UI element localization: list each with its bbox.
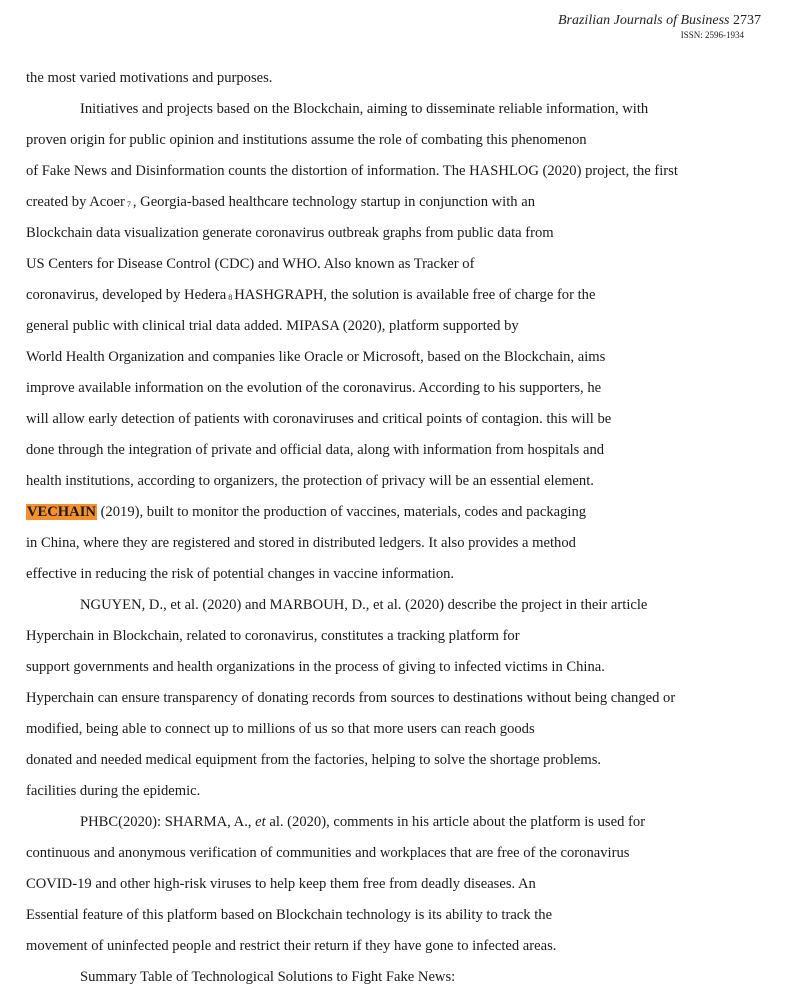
text-line — [26, 590, 766, 621]
text-segment: in China, where they are registered and stored in distributed ledgers. It also provides a method — [26, 535, 576, 551]
text-segment: World Health Organization and companies like Oracle or Microsoft, based on the Blockchain, aims — [26, 349, 606, 365]
footnote-marker: 8 — [228, 293, 233, 302]
text-line — [26, 838, 766, 869]
text-segment: COVID-19 and other high-risk viruses to help keep them free from deadly diseases. An — [26, 876, 536, 892]
text-line — [26, 714, 766, 745]
text-line — [26, 311, 766, 342]
text-line — [26, 931, 766, 962]
highlighted-term: VECHAIN — [27, 504, 96, 520]
text-line — [26, 652, 766, 683]
text-segment: Blockchain data visualization generate coronavirus outbreak graphs from public data from — [26, 225, 554, 241]
text-line — [26, 156, 766, 187]
text-line — [26, 807, 766, 838]
text-segment: health institutions, according to organizers, the protection of privacy will be an essential element. — [26, 473, 594, 489]
text-segment: Initiatives and projects based on the Blockchain, aiming to disseminate reliable information, with — [80, 101, 649, 117]
text-segment: HASHGRAPH, the solution is available free of charge for the — [234, 287, 596, 303]
page-number: 2737 — [733, 13, 761, 28]
text-line — [26, 466, 766, 497]
text-line — [26, 497, 766, 528]
text-segment: improve available information on the evolution of the coronavirus. According to his supporters, he — [26, 380, 602, 396]
text-line — [26, 683, 766, 714]
text-line — [26, 218, 766, 249]
text-line — [26, 373, 766, 404]
text-line — [26, 249, 766, 280]
text-segment: created by Acoer — [26, 194, 125, 210]
text-line — [26, 900, 766, 931]
running-header — [558, 12, 761, 41]
text-line — [26, 63, 766, 94]
text-line — [26, 280, 766, 311]
text-line — [26, 94, 766, 125]
italic-text: et — [255, 814, 266, 830]
text-segment: al. (2020), comments in his article about the platform is used for — [265, 814, 646, 830]
footnote-marker: 7 — [126, 200, 131, 209]
text-line — [26, 528, 766, 559]
text-segment: facilities during the epidemic. — [26, 783, 201, 799]
text-segment: the most varied motivations and purposes. — [26, 70, 273, 86]
text-segment: donated and needed medical equipment from the factories, helping to solve the shortage problems. — [26, 752, 602, 768]
article-body — [26, 63, 766, 993]
text-line — [26, 342, 766, 373]
text-segment: proven origin for public opinion and institutions assume the role of combating this phenomenon — [26, 132, 587, 148]
text-line — [26, 125, 766, 156]
text-segment: , Georgia-based healthcare technology startup in conjunction with an — [132, 194, 536, 210]
text-segment: Hyperchain in Blockchain, related to coronavirus, constitutes a tracking platform for — [26, 628, 520, 644]
text-segment: Summary Table of Technological Solutions to Fight Fake News: — [80, 969, 456, 985]
text-segment: will allow early detection of patients with coronaviruses and critical points of contagion. this will be — [26, 411, 612, 427]
text-segment: (2019), built to monitor the production of vaccines, materials, codes and packaging — [96, 504, 587, 520]
text-line — [26, 621, 766, 652]
text-segment: of Fake News and Disinformation counts the distortion of information. The HASHLOG (2020) project, the first — [26, 163, 678, 179]
text-segment: continuous and anonymous verification of communities and workplaces that are free of the coronavirus — [26, 845, 630, 861]
text-line — [26, 869, 766, 900]
text-segment: general public with clinical trial data added. MIPASA (2020), platform supported by — [26, 318, 519, 334]
text-line — [26, 776, 766, 807]
text-line — [26, 187, 766, 218]
text-line — [26, 962, 766, 993]
text-line — [26, 559, 766, 590]
text-segment: support governments and health organizations in the process of giving to infected victims in China. — [26, 659, 605, 675]
text-segment: done through the integration of private and official data, along with information from hospitals and — [26, 442, 605, 458]
journal-name: Brazilian Journals of Business — [557, 13, 730, 28]
text-segment: movement of uninfected people and restrict their return if they have gone to infected areas. — [26, 938, 557, 954]
text-segment: NGUYEN, D., et al. (2020) and MARBOUH, D., et al. (2020) describe the project in their article — [80, 597, 648, 613]
issn-label: ISSN: 2596-1934 — [680, 30, 744, 40]
text-line — [26, 404, 766, 435]
text-line — [26, 745, 766, 776]
text-segment: Essential feature of this platform based on Blockchain technology is its ability to track the — [26, 907, 553, 923]
text-segment: modified, being able to connect up to millions of us so that more users can reach goods — [26, 721, 535, 737]
text-line — [26, 435, 766, 466]
text-segment: coronavirus, developed by Hedera — [26, 287, 227, 303]
text-segment: US Centers for Disease Control (CDC) and WHO. Also known as Tracker of — [26, 256, 475, 272]
text-segment: Hyperchain can ensure transparency of donating records from sources to destinations without being changed or — [26, 690, 676, 706]
text-segment: PHBC(2020): SHARMA, A., — [80, 814, 256, 830]
journal-title-line — [558, 12, 761, 30]
text-segment: effective in reducing the risk of potential changes in vaccine information. — [26, 566, 455, 582]
